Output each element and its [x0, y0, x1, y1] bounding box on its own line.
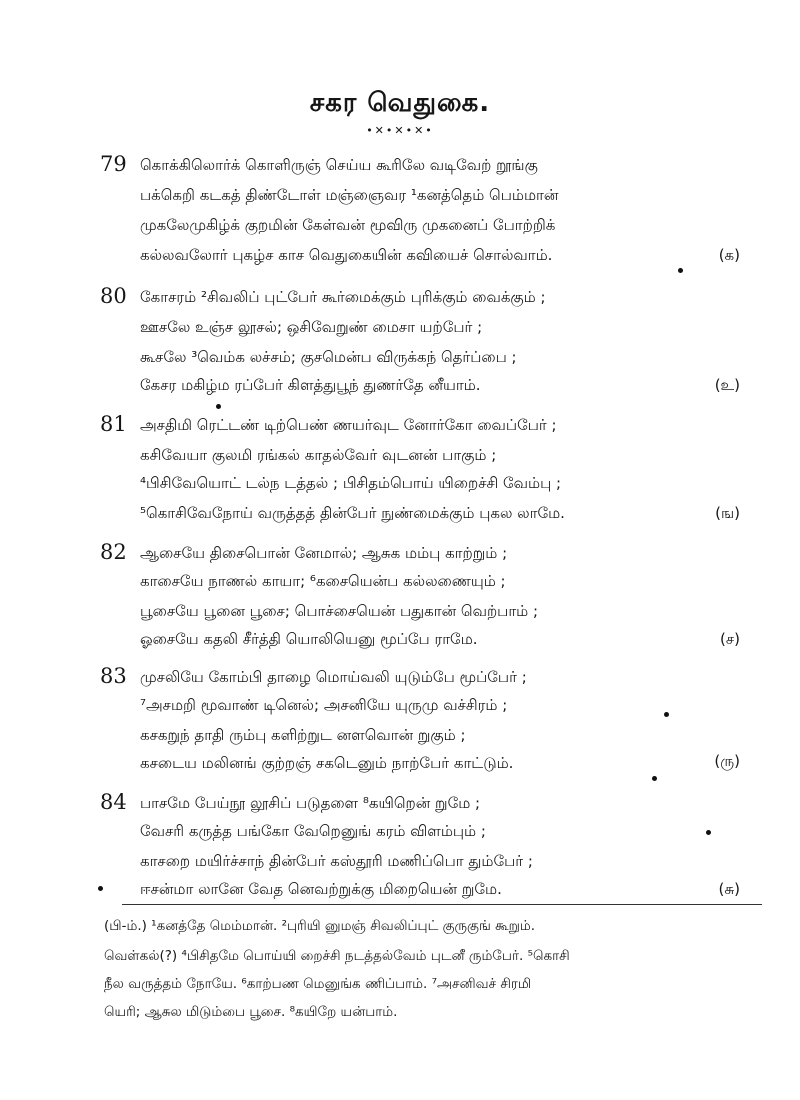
verse-line: முசலியே கோம்பி தாழை மொய்வலி யுடும்பே மூப்பேர் ; — [140, 668, 527, 686]
page-title: சகர வெதுகை. — [309, 88, 491, 118]
scan-speck — [706, 830, 711, 835]
verse-line: ஈசன்மா லானே வேத னெவற்றுக்கு மிறையென் றுமே. — [140, 880, 502, 898]
footnote-line: நீல வருத்தம் நோயே. ⁶காற்பண மெனுங்க ணிப்பாம். ⁷அசனிவச் சிரமி — [104, 976, 532, 992]
verse-line: வேசரி கருத்த பங்கோ வேறெனுங் கரம் விளம்பும் ; — [140, 822, 486, 840]
verse-line: ⁵கொசிவேநோய் வருத்தத் தின்பேர் நுண்மைக்கும் புகல லாமே. — [140, 504, 565, 522]
verse-number: 84 — [100, 790, 127, 814]
verse-line: பூசையே பூனை பூசை; பொச்சையென் பதுகான் வெற்பாம் ; — [140, 602, 539, 620]
verse-line: கொக்கிலொர்க் கொளிருஞ் செய்ய கூரிலே வடிவேற் றூங்கு — [140, 156, 538, 174]
verse-mark: (ச) — [719, 630, 740, 648]
verse-number: 79 — [100, 152, 127, 176]
footnote-line: (பி-ம்.) ¹கனத்தே மெம்மான். ²புரியி னுமஞ் சிவலிப்புட் குருகுங் கூறும். — [104, 918, 536, 934]
verse-number: 80 — [100, 284, 127, 308]
verse-line: அசதிமி ரெட்டண் டிற்பெண் ணயர்வுட னோர்கோ வைப்பேர் ; — [140, 416, 557, 434]
verse-line: ஓசையே கதலி சீர்த்தி யொலியெனு மூப்பே ராமே. — [140, 630, 478, 648]
verse-line: கசடைய மலினங் குற்றஞ் சகடெனும் நாற்பேர் காட்டும். — [140, 754, 514, 772]
footnote-line: யெரி; ஆசுல மிடும்பை பூசை. ⁸கயிறே யன்பாம். — [104, 1004, 398, 1020]
verse-line: பக்கெறி கடகத் திண்டோள் மஞ்ஞைவர ¹கனத்தெம் பெம்மான் — [140, 186, 559, 204]
verse-mark: (க) — [718, 246, 740, 264]
verse-number: 81 — [100, 412, 127, 436]
verse-mark: (ங) — [715, 504, 740, 522]
verse-number: 83 — [100, 664, 127, 688]
scan-speck — [664, 712, 669, 717]
verse-line: ⁴பிசிவேயொட் டல்ந டத்தல் ; பிசிதம்பொய் யிறைச்சி வேம்பு ; — [140, 474, 562, 492]
verse-line: காசையே நாணல் காயா; ⁶கசையென்ப கல்லணையும் ; — [140, 572, 506, 590]
verse-mark: (ரு) — [714, 752, 740, 770]
verse-mark: (உ) — [714, 376, 740, 394]
verse-line: கூசலே ³வெம்க லச்சம்; குசமென்ப விருக்கந் தெர்ப்பை ; — [140, 348, 517, 366]
scan-speck — [678, 268, 683, 273]
verse-line: கசகறுந் தாதி ரும்பு களிற்றுட னளவொன் றுகும் ; — [140, 726, 466, 744]
verse-mark: (சு) — [718, 880, 740, 898]
scan-speck — [216, 404, 221, 409]
verse-line: ஊசலே உஞ்ச லூசல்; ஒசிவேறுண் மைசா யற்பேர் ; — [140, 318, 483, 336]
footnote-line: வெள்கல்(?) ⁴பிசிதமே பொய்யி றைச்சி நடத்தல்வேம் புடனீ ரும்பேர். ⁵கொசி — [104, 948, 570, 964]
verse-line: ⁷அசமறி மூவாண் டினெல்; அசனியே யுருமு வச்சிரம் ; — [140, 696, 508, 714]
verse-line: பாசமே பேய்நூ லூசிப் படுதளை ⁸கயிறென் றுமே ; — [140, 794, 481, 812]
scan-speck — [652, 776, 657, 781]
scan-speck — [98, 886, 103, 891]
verse-line: கல்லவலோர் புகழ்ச காச வெதுகையின் கவியைச் சொல்வாம். — [140, 246, 553, 264]
verse-line: முகலேமுகிழ்க் குறமின் கேள்வன் மூவிரு முகனைப் போற்றிக் — [140, 216, 556, 234]
verse-line: கசிவேயா குலமி ரங்கல் காதல்வேர் வுடனன் பாகும் ; — [140, 446, 497, 464]
verse-number: 82 — [100, 540, 127, 564]
verse-line: கேசர மகிழ்ம ரப்பேர் கிளத்துபூந் துணர்தே னீயாம். — [140, 376, 481, 394]
verse-line: காசறை மயிர்ச்சாந் தின்பேர் கஸ்தூரி மணிப்பொ தும்பேர் ; — [140, 852, 533, 870]
verse-line: ஆசையே திசைபொன் னேமால்; ஆசுக மம்பு காற்றும் ; — [140, 544, 508, 562]
footnote-rule — [122, 904, 762, 905]
title-ornament: •✕•✕•✕• — [366, 124, 434, 137]
verse-line: கோசரம் ²சிவலிப் புட்பேர் கூர்மைக்கும் புரிக்கும் வைக்கும் ; — [140, 288, 546, 306]
